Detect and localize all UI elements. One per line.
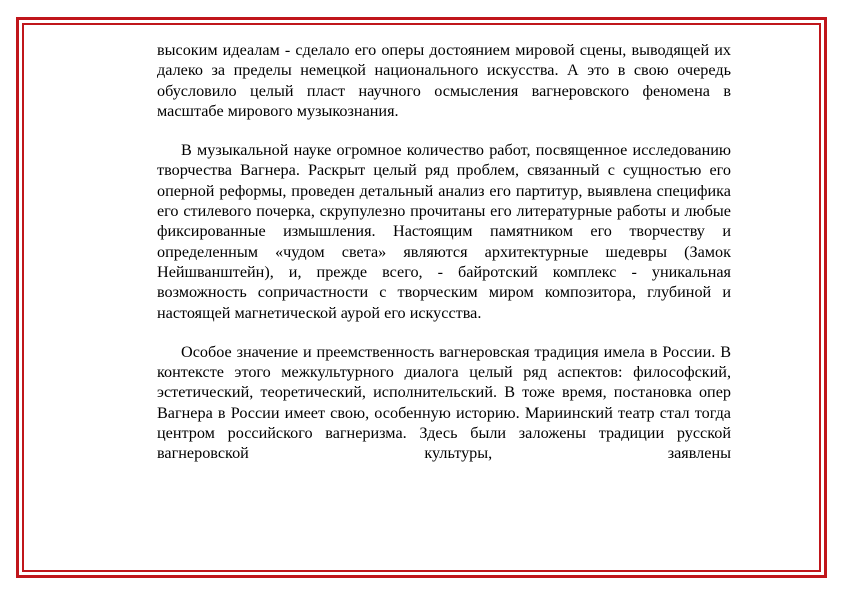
body-text xyxy=(157,40,731,483)
paragraph-3: Особое значение и преемственность вагнеровская традиция имела в России. В контексте этого межкультурного диалога целый ряд аспектов: философский, эстетический, теоретический, исполнительский. В тоже время, постановка опер Вагнера в России имеет свою, особенную историю. Мариинский театр стал тогда центром российского вагнеризма. Здесь были заложены традиции русской вагнеровской культуры, заявлены xyxy=(157,342,731,463)
paragraph-1: высоким идеалам - сделало его оперы достоянием мировой сцены, выводящей их далеко за пределы немецкой национального искусства. А это в свою очередь обусловило целый пласт научного осмысления вагнеровского феномена в масштабе мирового музыкознания. xyxy=(157,41,731,120)
paragraph-2: В музыкальной науке огромное количество работ, посвященное исследованию творчества Вагнера. Раскрыт целый ряд проблем, связанный с сущностью его оперной реформы, проведен детальный анализ его партитур, выявлена специфика его стилевого почерка, скрупулезно прочитаны его литературные работы и любые фиксированные измышления. Настоящим памятником его творчеству и определенным «чудом света» являются архитектурные шедевры (Замок Нейшванштейн), и, прежде всего, - байротский комплекс - уникальная возможность сопричастности с творческим миром композитора, глубиной и настоящей магнетической аурой его искусства. xyxy=(157,141,731,322)
